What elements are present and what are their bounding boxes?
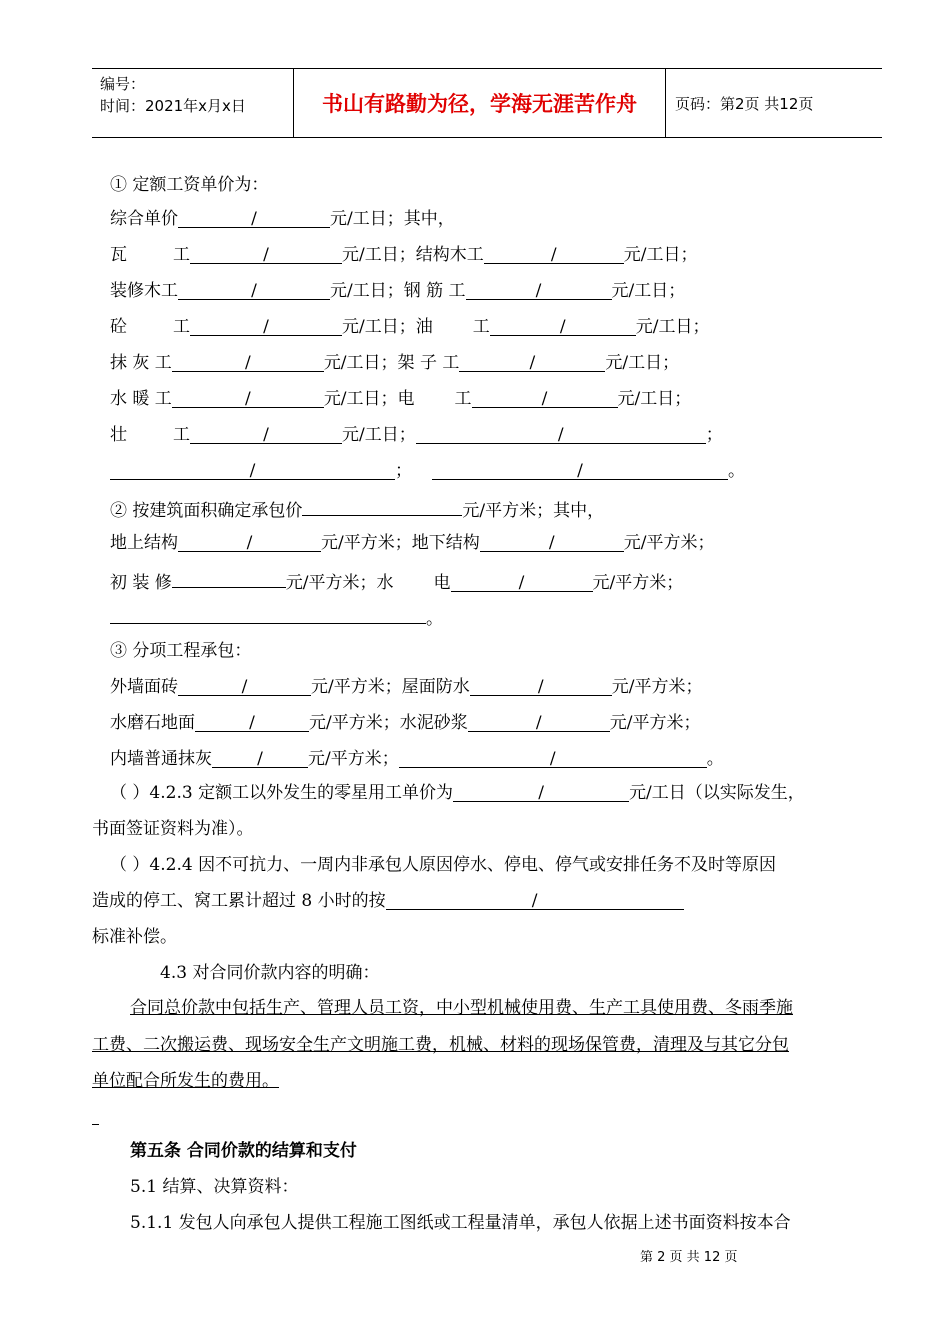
slash: / [257, 749, 263, 769]
unit: 元/工日；架 子 工 [323, 353, 460, 373]
label: ② 按建筑面积确定承包价 [110, 501, 303, 521]
unit: 元/平方米； [611, 677, 703, 697]
rate-row [110, 424, 723, 446]
blank-field[interactable] [484, 244, 624, 264]
label: 外墙面砖 [110, 677, 178, 697]
slash: / [531, 891, 538, 911]
rate-row [110, 280, 685, 302]
label: 水 暖 工 [110, 389, 172, 409]
unit: 元/工日；钢 筋 工 [330, 281, 466, 301]
unit: 元/平方米；屋面防水 [311, 677, 470, 697]
blank-field[interactable] [490, 316, 636, 336]
page-header [92, 68, 882, 138]
unit: 元/工日； [635, 317, 710, 337]
label: 工 [173, 317, 190, 337]
slash: / [541, 389, 548, 409]
blank-field[interactable] [178, 280, 330, 300]
clause-423 [110, 782, 805, 804]
page-footer: 第 2 页 共 12 页 [640, 1250, 738, 1265]
blank-field[interactable] [466, 280, 612, 300]
unit: 元/工日；结构木工 [342, 245, 484, 265]
section-title: ① 定额工资单价为： [110, 175, 269, 195]
label: 工 [454, 389, 472, 409]
blank-field[interactable] [178, 676, 311, 696]
unit: 元/平方米； [623, 533, 715, 553]
clause-text: 合同总价款中包括生产、管理人员工资，中小型机械使用费、生产工具使用费、冬雨季施 [130, 998, 793, 1018]
motto: 书山有路勤为径，学海无涯苦作舟 [322, 92, 637, 116]
section-title: ③ 分项工程承包： [110, 641, 252, 661]
slash: / [518, 573, 525, 593]
rate-row [110, 676, 702, 698]
label: 地上结构 [110, 533, 178, 553]
label: 砼 [110, 317, 127, 337]
label: 工 [472, 317, 490, 337]
rate-row [110, 712, 700, 734]
unit: 。 [728, 461, 745, 481]
label: 壮 [110, 425, 127, 445]
blank-field[interactable] [195, 712, 309, 732]
rate-row [110, 532, 714, 554]
number-label: 编号： [100, 75, 146, 93]
label: 电 [433, 573, 451, 593]
rate-row [110, 604, 443, 630]
clause-text: 5.1.1 发包人向承包人提供工程施工图纸或工程量清单，承包人依据上述书面资料按本合 [130, 1213, 791, 1233]
blank-field[interactable] [172, 352, 324, 372]
unit: 元/工日； [605, 353, 680, 373]
blank-field[interactable] [172, 568, 286, 588]
slash: / [559, 317, 566, 337]
blank-field[interactable] [110, 604, 426, 624]
slash: / [535, 281, 542, 301]
unit: 元/工日；油 [342, 317, 433, 337]
unit: 元/平方米；水泥砂浆 [309, 713, 468, 733]
article-title: 第五条 合同价款的结算和支付 [130, 1141, 357, 1161]
page-label: 页码：第2页 共12页 [675, 94, 814, 113]
slash: / [246, 533, 253, 553]
slash: / [550, 245, 557, 265]
rate-row [110, 568, 683, 594]
slash: / [249, 713, 255, 733]
clause-424: （ ）4.2.4 因不可抗力、一周内非承包人原因停水、停电、停气或安排任务不及时等原因 [110, 855, 777, 875]
clause-title: 5.1 结算、决算资料： [130, 1177, 299, 1197]
unit: 元/工日；电 [323, 389, 415, 409]
blank-field[interactable] [459, 352, 605, 372]
blank-field[interactable] [110, 460, 395, 480]
unit: 元/工日； [617, 389, 692, 409]
blank-field[interactable] [432, 460, 728, 480]
slash: / [263, 317, 269, 337]
time-label: 时间：2021年x月x日 [100, 97, 246, 115]
clause-title: 4.3 对合同价款内容的明确： [160, 963, 380, 983]
slash: / [529, 353, 536, 373]
label: 装修木工 [110, 281, 178, 301]
label: 抹 灰 工 [110, 353, 172, 373]
slash: / [241, 677, 248, 697]
clause-body [92, 997, 793, 1019]
label: 初 装 修 [110, 573, 172, 593]
label: 瓦 [110, 245, 127, 265]
label: 内墙普通抹灰 [110, 749, 212, 769]
slash: / [263, 425, 269, 445]
slash: / [244, 389, 251, 409]
blank-field[interactable] [190, 424, 342, 444]
unit: 元/平方米； [308, 749, 399, 769]
blank-field[interactable] [190, 244, 342, 264]
unit: 元/工日； [623, 245, 698, 265]
blank-field[interactable] [480, 532, 624, 552]
unit: 元/工日；其中， [330, 209, 455, 229]
divider [665, 69, 666, 137]
clause-text [92, 890, 684, 912]
blank-field[interactable] [172, 388, 324, 408]
blank-field[interactable] [453, 782, 629, 802]
blank-field[interactable] [178, 208, 330, 228]
mark [92, 1124, 99, 1125]
slash: / [249, 461, 256, 481]
label: 工 [173, 245, 190, 265]
blank-field[interactable] [178, 532, 321, 552]
slash: / [535, 713, 542, 733]
clause-text: 书面签证资料为准）。 [92, 819, 254, 839]
section-title [110, 496, 604, 522]
slash: / [251, 209, 257, 229]
clause-text: 造成的停工、窝工累计超过 8 小时的按 [92, 891, 386, 911]
unit: 元/平方米； [592, 573, 684, 593]
slash: / [263, 245, 269, 265]
label: 水磨石地面 [110, 713, 195, 733]
slash: / [548, 533, 555, 553]
clause-body: 单位配合所发生的费用。 [92, 1071, 279, 1091]
unit: 元/平方米； [609, 713, 701, 733]
rate-row [110, 748, 724, 770]
blank-field[interactable] [386, 890, 684, 910]
slash: / [538, 783, 544, 803]
slash: / [251, 281, 257, 301]
rate-row [110, 316, 709, 338]
blank-field[interactable] [399, 748, 707, 768]
label: 综合单价 [110, 209, 178, 229]
unit: 。 [706, 749, 724, 769]
blank-field[interactable] [302, 496, 462, 516]
clause-text: 元/工日（以实际发生， [629, 783, 805, 803]
unit: 元/工日； [611, 281, 686, 301]
blank-field[interactable] [212, 748, 308, 768]
unit: ； [395, 461, 412, 481]
blank-field[interactable] [468, 712, 610, 732]
slash: / [549, 749, 556, 769]
unit: 元/平方米；水 [285, 573, 394, 593]
unit: ； [705, 425, 723, 445]
blank-field[interactable] [470, 676, 612, 696]
unit: 元/平方米；其中， [462, 501, 605, 521]
rate-row [110, 352, 679, 374]
rate-row [110, 460, 745, 482]
slash: / [557, 425, 564, 445]
label: 工 [173, 425, 190, 445]
rate-row [110, 388, 691, 410]
unit: 。 [426, 609, 443, 629]
slash: / [244, 353, 251, 373]
clause-text: （ ）4.2.3 定额工以外发生的零星用工单价为 [110, 783, 454, 803]
slash: / [537, 677, 544, 697]
slash: / [577, 461, 583, 481]
unit: 元/工日； [342, 425, 416, 445]
clause-body: 工费、二次搬运费、现场安全生产文明施工费，机械、材料的现场保管费，清理及与其它分包 [92, 1035, 789, 1055]
header-meta [100, 73, 295, 117]
blank-field[interactable] [472, 388, 618, 408]
blank-field[interactable] [416, 424, 706, 444]
unit: 元/平方米；地下结构 [321, 533, 480, 553]
rate-row [110, 244, 697, 266]
rate-row [110, 208, 455, 230]
blank-field[interactable] [190, 316, 342, 336]
clause-text: 标准补偿。 [92, 927, 177, 947]
blank-field[interactable] [451, 572, 593, 592]
